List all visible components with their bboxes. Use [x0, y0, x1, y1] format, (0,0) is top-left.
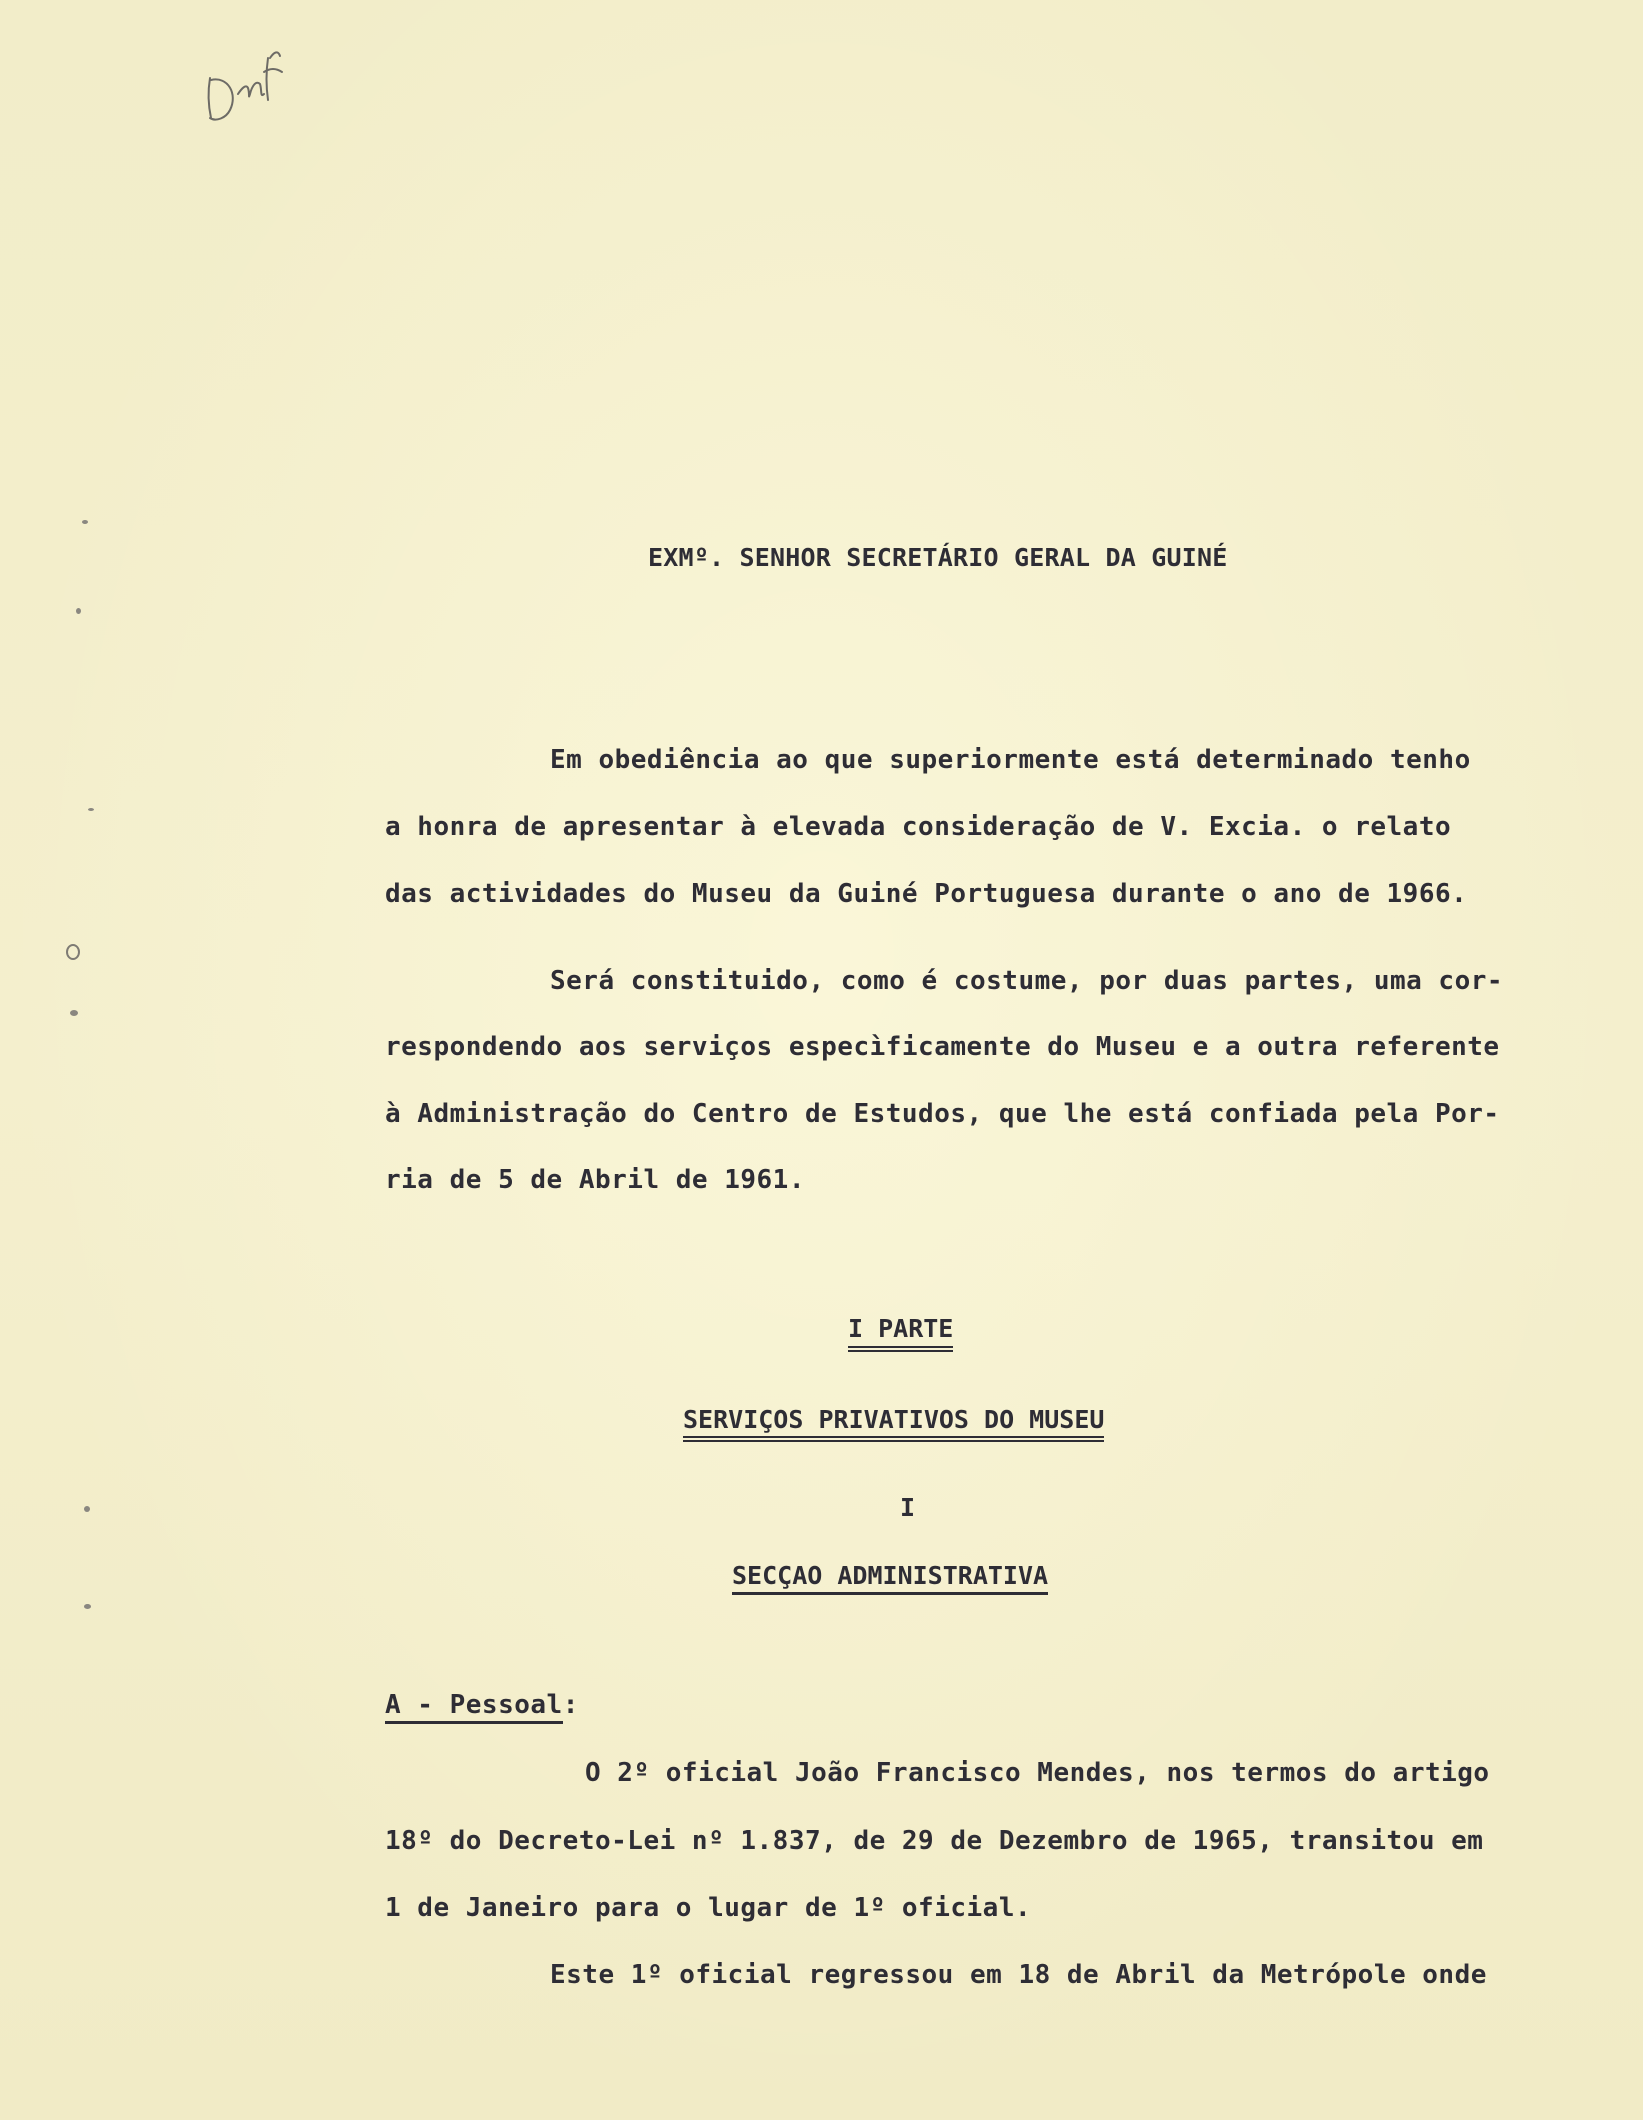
intro-paragraph-line: a honra de apresentar à elevada consideração de V. Excia. o relato: [385, 812, 1452, 842]
structure-paragraph-line: respondendo aos serviços especìficamente do Museu e a outra referente: [385, 1032, 1500, 1062]
margin-ring: [66, 944, 80, 960]
subsection-suffix: :: [562, 1690, 579, 1720]
personnel-paragraph-line: O 2º oficial João Francisco Mendes, nos termos do artigo: [585, 1758, 1490, 1788]
margin-speck: [70, 1010, 78, 1016]
margin-speck: [82, 520, 88, 524]
intro-paragraph-line: Em obediência ao que superiormente está determinado tenho: [550, 745, 1471, 775]
section-number: I: [900, 1493, 916, 1522]
margin-speck: [84, 1506, 90, 1512]
margin-speck: [76, 608, 81, 614]
services-title: SERVIÇOS PRIVATIVOS DO MUSEU: [683, 1405, 1104, 1442]
personnel-paragraph-line: 18º do Decreto-Lei nº 1.837, de 29 de Dezembro de 1965, transitou em: [385, 1826, 1484, 1856]
structure-paragraph-line: Será constituido, como é costume, por duas partes, uma cor-: [550, 966, 1504, 996]
part-title: I PARTE: [848, 1314, 953, 1352]
structure-paragraph-line: à Administração do Centro de Estudos, que lhe está confiada pela Por-: [385, 1099, 1500, 1129]
margin-speck: [88, 808, 94, 811]
personnel-paragraph-line: 1 de Janeiro para o lugar de 1º oficial.: [385, 1893, 1032, 1923]
return-paragraph-line: Este 1º oficial regressou em 18 de Abril da Metrópole onde: [550, 1960, 1487, 1990]
handwritten-initials-mark: [198, 28, 298, 128]
intro-paragraph-line: das actividades do Museu da Guiné Portuguesa durante o ano de 1966.: [385, 879, 1468, 909]
subsection-heading: [385, 1690, 579, 1720]
subsection-label: A - Pessoal: [385, 1690, 563, 1724]
section-name: SECÇAO ADMINISTRATIVA: [732, 1561, 1048, 1595]
structure-paragraph-line: ria de 5 de Abril de 1961.: [385, 1165, 805, 1195]
margin-speck: [84, 1604, 91, 1609]
letter-heading: EXMº. SENHOR SECRETÁRIO GERAL DA GUINÉ: [648, 543, 1228, 572]
